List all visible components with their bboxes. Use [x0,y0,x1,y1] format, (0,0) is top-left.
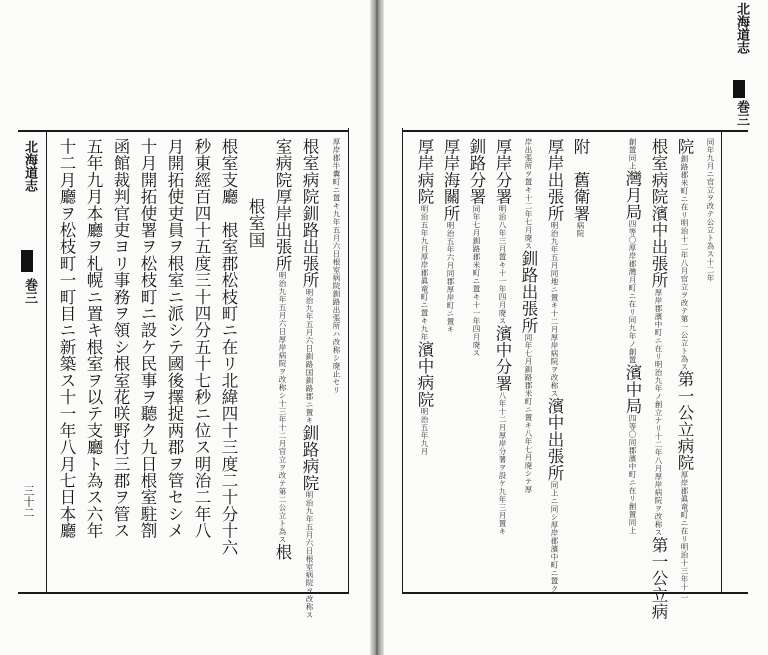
main-text: 月開拓使吏員ヲ根室ニ派シテ國後擇捉两郡ヲ管セシメ [165,138,184,539]
fishtail-mark [733,80,745,98]
annotation-text: 厚岸郡牛糞町ニ置キ九年五月六日 [332,138,341,258]
page-number: 三十二 [22,485,35,518]
annotation-text: 明治九年五月六日根室病院ヲ改称ス [305,491,314,620]
main-text: 五年九月本廳ヲ札幌ニ置キ根室ヲ以テ支廳ト為ス六年 [84,138,103,539]
main-text: 舊衛署 [571,171,590,222]
main-text: 根室支廳 根室郡松枝町ニ在リ北緯四十三度二十分十六 [219,138,238,556]
text-column [432,138,458,588]
text-column [263,138,290,588]
text-column [47,138,74,588]
annotation-text: 四等〇同郡濱中町ニ在リ創置同上 [628,414,637,535]
main-text: 根室病院釧路出張所 [300,138,319,289]
main-text: 厚岸海關所 [441,138,460,222]
binding-gutter [370,0,384,655]
main-text [571,155,590,172]
text-column [562,138,588,588]
main-text: 濱中分署 [493,324,512,392]
annotation-text: 釧路郡米町ニ在リ明治十二年八月官立ヲ改テ第一公立ト為ス [680,154,689,371]
bottom-rule [18,592,348,594]
text-column [484,138,510,588]
annotation-text: 八年十二月厚岸分署ヲ設ケ九年三月置キ [498,391,507,536]
text-column [155,138,182,588]
main-text: 灣月局 [623,170,642,221]
main-text: 根室国 [246,198,265,249]
main-text: 濱中局 [623,364,642,415]
main-text: 濱中出張所 [545,397,564,481]
main-text: 釧路出張所 [519,250,538,334]
main-text: 附 [571,138,590,155]
text-column [588,138,614,588]
annotation-text: 根室病院釧路出張所ハ改称シ廃止セリ [332,258,341,394]
text-column [640,138,668,620]
text-column [182,138,209,588]
main-text: 釧路病院 [300,424,319,492]
annotation-text: 明治五年六月同郡厚岸町ニ置キ [446,221,455,334]
text-column [317,138,344,588]
main-text: 厚岸分署 [493,138,512,205]
text-column [458,138,484,588]
text-column [406,138,432,588]
main-text: 秒東經百四十五度三十四分五十七秒ニ位ス明治二年八 [192,138,211,539]
main-text: 第一公立病院 [675,370,694,471]
main-text: 厚岸病院 [415,138,434,205]
annotation-text: 明治九年五月六日釧路国釧路郡ニ置キ [305,288,314,425]
annotation-text: 岸出張所ヲ置キ十二年七月廃ス [524,138,533,250]
main-text: 厚岸出張所 [545,138,564,222]
annotation-text: 明治五年九月 [420,407,429,456]
main-text: 室病院厚岸出張所 [273,138,292,272]
text-column [536,138,564,593]
top-rule [402,130,748,132]
top-rule [18,130,348,132]
annotation-text: 明治八年三月置キ十一年四月廃ス [498,204,507,325]
text-column [209,138,236,588]
left-page [0,0,370,655]
main-text: 十月開拓使署ヲ松枝町ニ設ケ民事ヲ聽ク九日根室駐劄 [138,138,157,539]
text-column [101,138,128,588]
main-text: 釧路分署 [467,138,486,205]
fishtail-mark [21,250,33,272]
section-heading [236,138,263,648]
annotation-text: 同年七月釧路郡米町ニ置キ八年七月廃シテ厚 [524,333,533,494]
annotation-text: 同年九月ニ官立ヲ改テ公立ト為ス十二年 [706,138,715,282]
margin-rule [721,130,722,593]
bottom-rule [402,592,748,594]
annotation-text: 四等〇厚岸郡灣月町ニ在リ同九年ノ創置 [628,220,637,365]
annotation-text: 同年七月釧路郡米町ニ置キ十一年四月廃ス [472,204,481,357]
annotation-text: 明治五年九月厚岸郡眞竜町ニ置キ九年 [420,204,429,341]
text-column [510,138,536,588]
annotation-text: 厚岸郡眞竜町ニ在リ明治十三年十二 [680,470,689,599]
annotation-text: 明治九年五月六日厚岸病院ヲ改称シ十三年十二月官立ヲ改テ第二公立ト為ス [278,271,287,544]
annotation-text: 明治九年五月同地ニ置キ十二月厚岸病院ヲ改称ス [550,221,559,398]
main-text: 濱中病院 [415,340,434,408]
volume-label: 巻三 [734,100,749,126]
text-column [74,138,101,588]
book-title: 北海道志 [22,140,37,192]
right-page [384,0,768,655]
annotation-text: 創置同上 [628,138,637,170]
text-column [692,138,718,588]
text-column [128,138,155,588]
annotation-text: 厚岸郡濱中町ニ在リ明治九年ノ創立ナリ十二年八月厚岸病院ヲ改称ス [654,288,663,537]
main-text: 根室病院濱中出張所 [649,138,668,289]
text-column [614,138,640,588]
main-text: 第一公立病 [649,536,668,620]
volume-label: 巻三 [22,278,37,304]
margin-rule [348,128,349,594]
book-title: 北海道志 [734,2,749,54]
annotation-text: 同上ニ同シ厚岸郡濱中町ニ置ク [550,481,559,593]
text-column [666,138,694,599]
main-text: 函館裁判官吏ヨリ事務ヲ領シ根室花咲野付三郡ヲ管ス [111,138,130,539]
annotation-text: 病院 [576,221,585,238]
margin-rule [402,128,403,594]
main-text: 院 [675,138,694,155]
main-text: 根 [273,543,292,561]
text-column [290,138,319,620]
main-text: 十二月廳ヲ松枝町一町目ニ新築ス十一年八月七日本廳 [57,138,76,539]
